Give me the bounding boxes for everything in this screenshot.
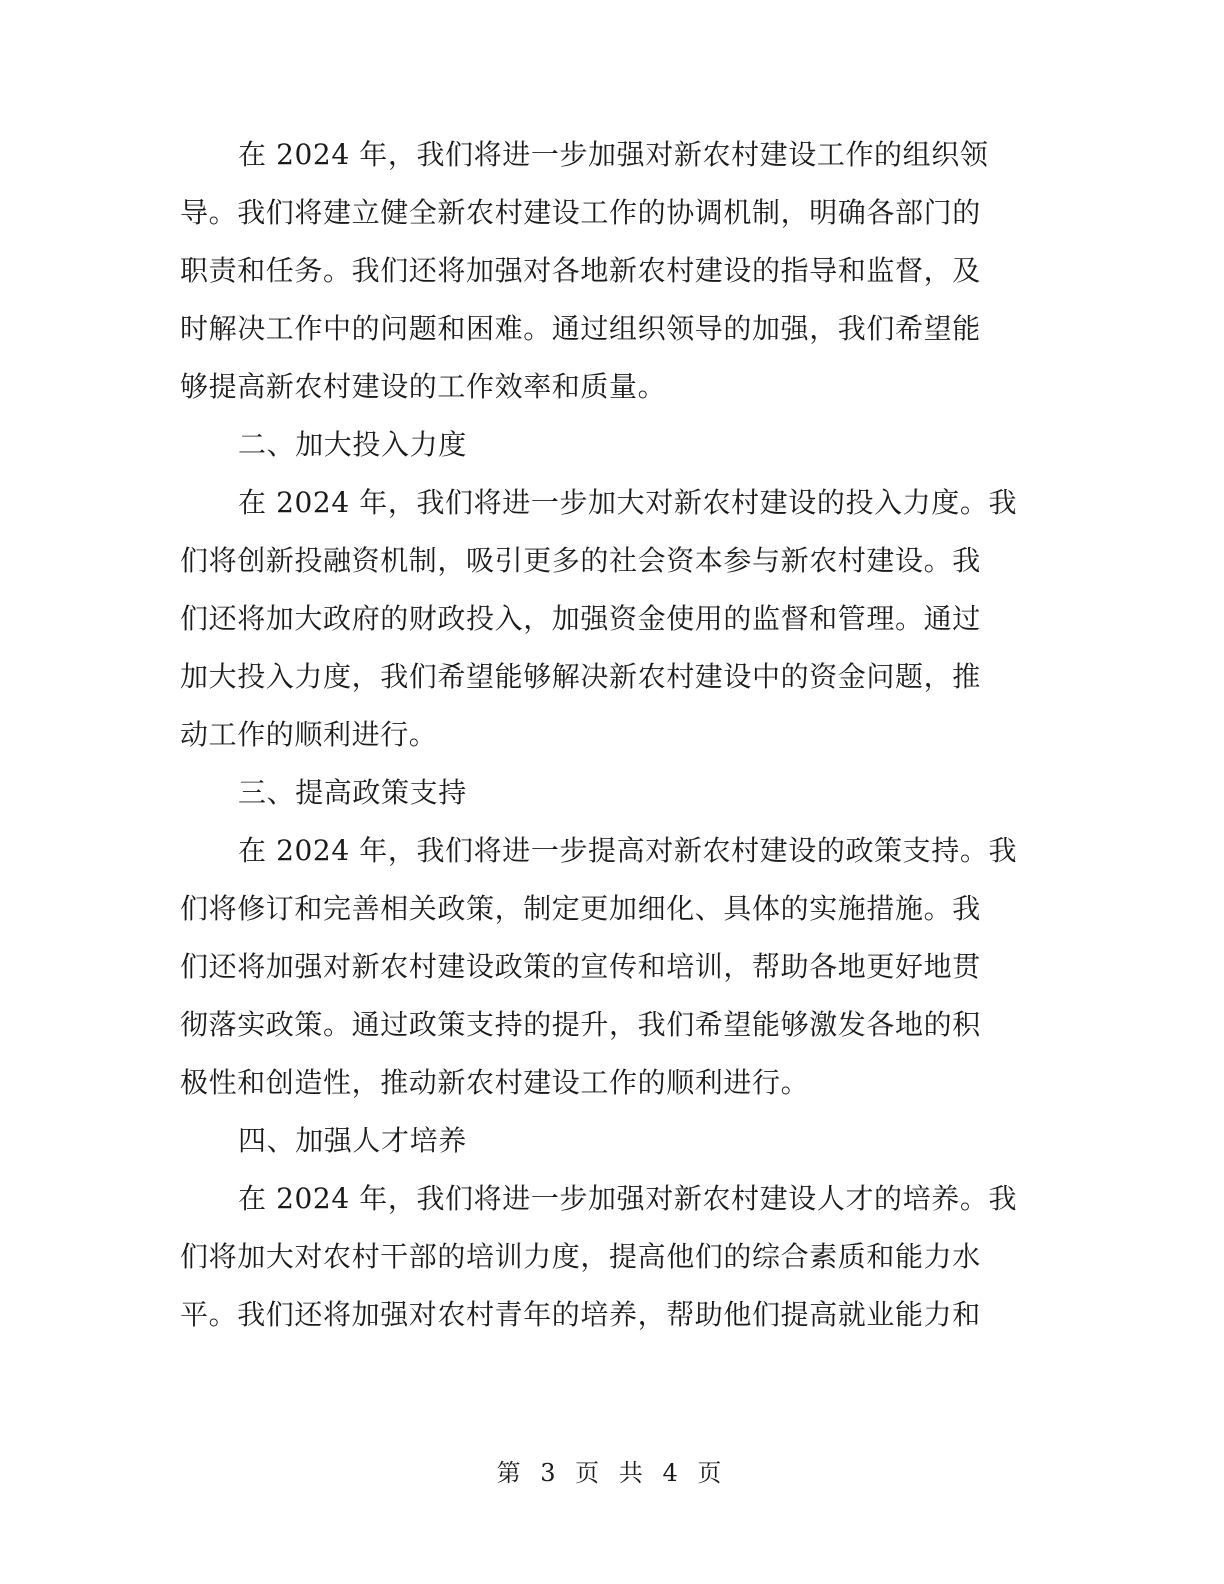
text-line: 们将创新投融资机制，吸引更多的社会资本参与新农村建设。我 <box>180 544 981 577</box>
text-line: 职责和任务。我们还将加强对各地新农村建设的指导和监督，及 <box>180 254 981 287</box>
text-line: 时解决工作中的问题和困难。通过组织领导的加强，我们希望能 <box>180 312 981 345</box>
section-heading: 三、提高政策支持 <box>238 776 467 809</box>
text-line: 在 2024 年，我们将进一步加强对新农村建设人才的培养。我 <box>238 1182 1018 1215</box>
section-heading: 二、加大投入力度 <box>238 428 467 461</box>
page-number-footer: 第 3 页 共 4 页 <box>496 1459 728 1487</box>
text-line: 够提高新农村建设的工作效率和质量。 <box>180 370 667 403</box>
text-line: 导。我们将建立健全新农村建设工作的协调机制，明确各部门的 <box>180 196 981 229</box>
text-line: 在 2024 年，我们将进一步加大对新农村建设的投入力度。我 <box>238 486 1018 519</box>
text-line: 加大投入力度，我们希望能够解决新农村建设中的资金问题，推 <box>180 660 981 693</box>
text-line: 在 2024 年，我们将进一步提高对新农村建设的政策支持。我 <box>238 834 1018 867</box>
text-line: 在 2024 年，我们将进一步加强对新农村建设工作的组织领 <box>238 138 989 171</box>
text-line: 动工作的顺利进行。 <box>180 718 438 751</box>
text-line: 彻落实政策。通过政策支持的提升，我们希望能够激发各地的积 <box>180 1008 981 1041</box>
text-line: 极性和创造性，推动新农村建设工作的顺利进行。 <box>180 1066 810 1099</box>
section-heading: 四、加强人才培养 <box>238 1124 467 1157</box>
text-line: 平。我们还将加强对农村青年的培养，帮助他们提高就业能力和 <box>180 1298 981 1331</box>
text-line: 们还将加强对新农村建设政策的宣传和培训，帮助各地更好地贯 <box>180 950 981 983</box>
text-line: 们将加大对农村干部的培训力度，提高他们的综合素质和能力水 <box>180 1240 981 1273</box>
text-line: 们还将加大政府的财政投入，加强资金使用的监督和管理。通过 <box>180 602 981 635</box>
text-line: 们将修订和完善相关政策，制定更加细化、具体的实施措施。我 <box>180 892 981 925</box>
document-body <box>180 126 1026 1344</box>
